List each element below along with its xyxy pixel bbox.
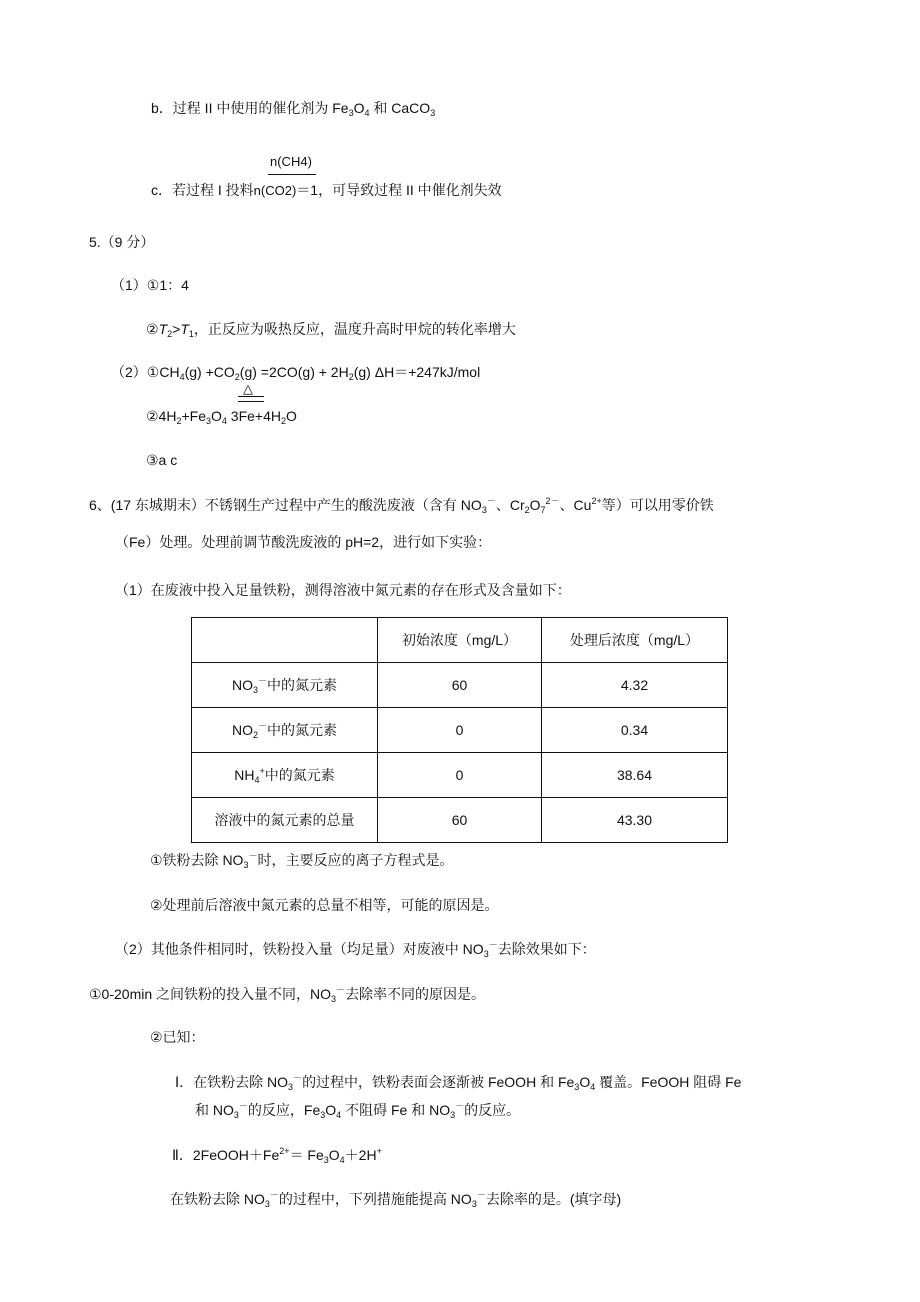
- q6-part1: （1）在废液中投入足量铁粉，测得溶液中氮元素的存在形式及含量如下：: [115, 582, 571, 598]
- q6-1-sub2: ②处理前后溶液中氮元素的总量不相等，可能的原因是。: [150, 897, 499, 913]
- fraction-numerator: n(CH4): [270, 154, 312, 169]
- table-cell-after: 0.34: [542, 708, 728, 753]
- table-row: [192, 753, 728, 798]
- final-question: 在铁粉去除 $NO_3^-$的过程中，下列措施能提高 $NO_3^-$去除率的是。(填字母): [170, 1190, 622, 1209]
- q5-part2a: $(2)①CH_4(g) +CO_2(g) =2CO(g) + 2H_2(g)$ ΔH＝+247kJ/mol: [111, 364, 481, 382]
- table-header-cell: 初始浓度（mg/L）: [378, 618, 542, 663]
- table-cell-species: $NO_2^-$中的氮元素: [192, 708, 378, 753]
- table-cell-initial: 60: [378, 798, 542, 843]
- table-cell-species: $NH_4^+$中的氮元素: [192, 753, 378, 798]
- option-b: b．过程 II 中使用的催化剂为 $Fe_3O_4$ 和 CaCO$_3$: [151, 100, 436, 118]
- q5-part1a: （1）①1：4: [111, 277, 189, 293]
- table-header-cell: 处理后浓度（mg/L）: [542, 618, 728, 663]
- known-item-2: Ⅱ．$2FeOOH+Fe^{2+}= Fe_3O_4+2H^+$: [172, 1146, 382, 1165]
- q6-intro-line2: （Fe）处理。处理前调节酸洗废液的 pH=2，进行如下实验：: [115, 534, 492, 550]
- q5-title: 5.（9 分）: [89, 234, 155, 250]
- equation-equals-sign: [238, 396, 264, 402]
- table-cell-initial: 60: [378, 663, 542, 708]
- table-cell-after: 43.30: [542, 798, 728, 843]
- table-row: [192, 798, 728, 843]
- table-cell-initial: 0: [378, 708, 542, 753]
- q6-part2: （2）其他条件相同时，铁粉投入量（均足量）对废液中 $NO_3^-$去除效果如下：: [115, 940, 596, 959]
- table-cell-after: 4.32: [542, 663, 728, 708]
- table-header-cell: [192, 618, 378, 663]
- option-c: c．若过程 I 投料n(CO2)＝1，可导致过程 II 中催化剂失效: [151, 182, 502, 198]
- nitrogen-table: [191, 617, 728, 843]
- heat-condition-symbol: △: [243, 381, 253, 396]
- q6-2-sub2: ②已知：: [150, 1029, 205, 1045]
- known-item-1-line1: Ⅰ．在铁粉去除 $NO_3^-$的过程中，铁粉表面会逐渐被 FeOOH 和 $Fe_3O_4$ 覆盖。FeOOH 阻碍 Fe: [175, 1073, 742, 1092]
- q5-part2b: $②4H_2+Fe_3O_4$ $3Fe+4H_2O$: [146, 408, 297, 426]
- table-cell-species: $NO_3^-$中的氮元素: [192, 663, 378, 708]
- table-cell-after: 38.64: [542, 753, 728, 798]
- q6-2-sub1: ①0-20min 之间铁粉的投入量不同，$NO_3^-$去除率不同的原因是。: [89, 985, 486, 1004]
- table-row: [192, 663, 728, 708]
- q5-part1b: $②T_2>T_1$，正反应为吸热反应，温度升高时甲烷的转化率增大: [146, 321, 516, 339]
- table-row: [192, 708, 728, 753]
- fraction-denominator: n(CO2): [253, 183, 297, 198]
- table-cell-initial: 0: [378, 753, 542, 798]
- fraction-bar: [268, 174, 316, 175]
- table-header-row: [192, 618, 728, 663]
- known-item-1-line2: 和 $NO_3^-$的反应，$Fe_3O_4$ 不阻碍 Fe 和 $NO_3^-$的反应。: [195, 1101, 521, 1120]
- q5-part2c: ③a c: [146, 452, 178, 468]
- q6-intro-line1: 6、(17 东城期末）不锈钢生产过程中产生的酸洗废液（含有 $NO_3^-$、$Cr_2O_7^{2-}$、$Cu^{2+}$等）可以用零价铁: [89, 496, 714, 515]
- q6-1-sub1: ①铁粉去除 $NO_3^-$时，主要反应的离子方程式是。: [150, 851, 454, 870]
- table-cell-species: 溶液中的氮元素的总量: [192, 798, 378, 843]
